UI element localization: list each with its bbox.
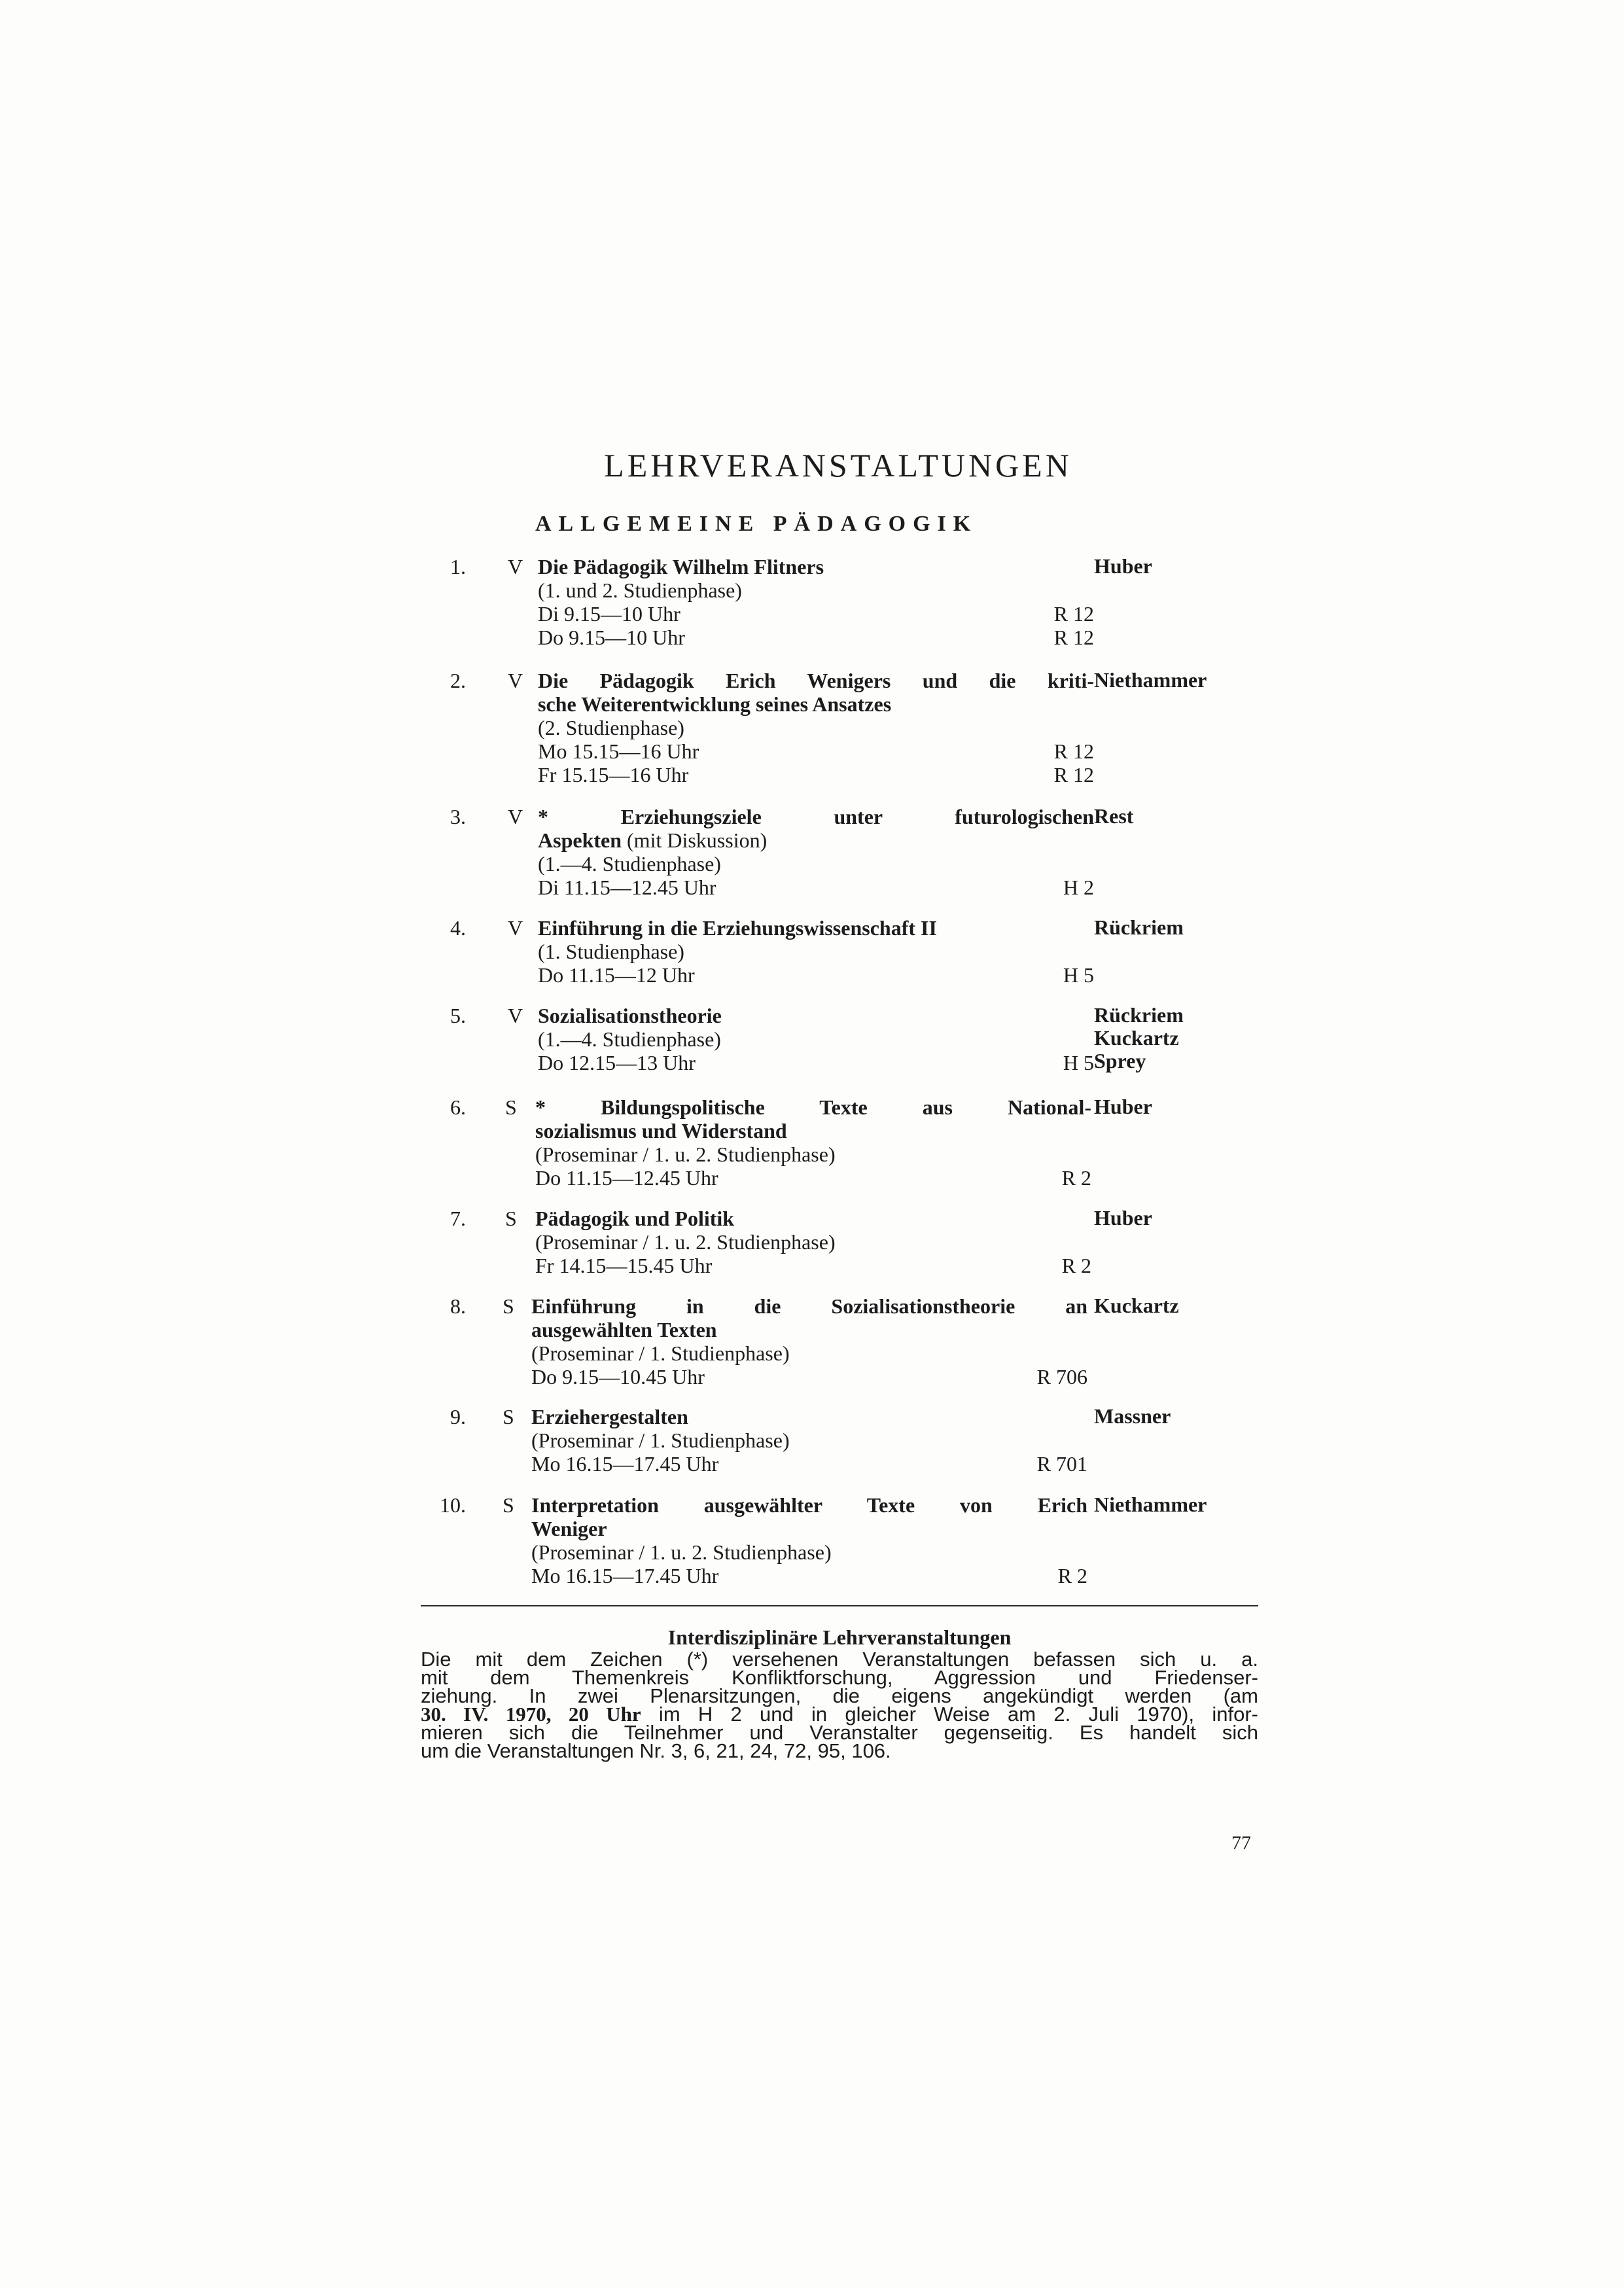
course-detail-text: Do 9.15—10.45 Uhr	[531, 1365, 705, 1389]
course-detail-line	[535, 1230, 1091, 1254]
course-title-text: sche Weiterentwicklung seines Ansatzes	[538, 692, 892, 716]
course-title-line	[531, 1405, 1087, 1428]
course-title-text: Interpretation ausgewählter Texte von Erich	[531, 1493, 1087, 1517]
course-title-line	[538, 805, 1094, 828]
course-title-line	[535, 1119, 1091, 1143]
course-title-text: Sozialisationstheorie	[538, 1004, 722, 1027]
course-detail-line	[538, 1027, 1094, 1051]
course-body	[535, 1207, 1091, 1277]
lecturer-name: Rückriem	[1094, 915, 1184, 939]
course-number: 3.	[450, 805, 466, 828]
course-title-line	[531, 1318, 1087, 1341]
course-number: 9.	[450, 1405, 466, 1428]
note-date-emphasis: 30. IV. 1970, 20 Uhr	[421, 1703, 641, 1726]
course-lecturers	[1094, 1207, 1152, 1230]
course-body	[538, 669, 1094, 787]
course-detail-text: Mo 16.15—17.45 Uhr	[531, 1564, 719, 1587]
course-type: S	[505, 1207, 517, 1230]
course-title-text: * Erziehungsziele unter futurologischen	[538, 805, 1094, 828]
course-body	[535, 1095, 1091, 1190]
course-detail-line	[531, 1341, 1087, 1365]
course-lecturers	[1094, 916, 1184, 939]
note-heading: Interdisziplinäre Lehrveranstaltungen	[667, 1625, 1012, 1649]
lecturer-name: Niethammer	[1094, 668, 1207, 692]
course-type: S	[503, 1493, 514, 1517]
course-title-text: Erziehergestalten	[531, 1405, 688, 1428]
course-body	[531, 1405, 1087, 1476]
course-room: H 5	[1063, 963, 1094, 987]
course-title-text: sozialismus und Widerstand	[535, 1119, 787, 1143]
course-body	[538, 1004, 1094, 1074]
course-lecturers	[1094, 669, 1207, 692]
course-detail-line	[538, 963, 1094, 987]
note-line: mit dem Themenkreis Konfliktforschung, Aggression und Friedenser-	[421, 1666, 1258, 1689]
course-detail-line	[538, 940, 1094, 963]
course-title-text: ausgewählten Texten	[531, 1318, 717, 1341]
lecturer-name: Rest	[1094, 804, 1134, 828]
course-detail-line	[538, 578, 1094, 602]
course-detail-line	[531, 1540, 1087, 1564]
course-number: 1.	[450, 555, 466, 578]
course-type: V	[508, 805, 523, 828]
note-line: um die Veranstaltungen Nr. 3, 6, 21, 24, 72, 95, 106.	[421, 1739, 891, 1762]
divider-rule	[421, 1605, 1258, 1606]
course-detail-text: (Proseminar / 1. Studienphase)	[531, 1341, 790, 1365]
course-detail-line	[538, 876, 1094, 899]
note-line: mieren sich die Teilnehmer und Veranstalter gegenseitig. Es handelt sich	[421, 1721, 1258, 1744]
course-title-line	[538, 669, 1094, 692]
course-type: V	[508, 669, 523, 692]
course-body	[531, 1493, 1087, 1587]
course-type: S	[503, 1405, 514, 1428]
course-title-line	[538, 916, 1094, 940]
lecturer-name: Huber	[1094, 554, 1152, 578]
course-detail-text: Fr 15.15—16 Uhr	[538, 763, 689, 787]
course-number: 2.	[450, 669, 466, 692]
course-lecturers	[1094, 1095, 1152, 1118]
course-room: R 12	[1053, 626, 1094, 649]
course-detail-line	[531, 1452, 1087, 1476]
course-number: 6.	[450, 1095, 466, 1119]
course-title-line	[538, 828, 1094, 852]
course-detail-text: Do 11.15—12.45 Uhr	[535, 1166, 718, 1190]
course-number: 5.	[450, 1004, 466, 1027]
course-title-line	[538, 692, 1094, 716]
course-title-line	[535, 1207, 1091, 1230]
page-title: LEHRVERANSTALTUNGEN	[604, 447, 1072, 484]
lecturer-name: Niethammer	[1094, 1493, 1207, 1516]
course-title-line	[538, 555, 1094, 578]
course-detail-text: Do 9.15—10 Uhr	[538, 626, 685, 649]
course-lecturers	[1094, 1405, 1171, 1428]
course-lecturers	[1094, 1004, 1184, 1073]
course-detail-text: (Proseminar / 1. u. 2. Studienphase)	[535, 1143, 836, 1166]
course-detail-line	[535, 1166, 1091, 1190]
course-detail-text: Mo 16.15—17.45 Uhr	[531, 1452, 719, 1476]
course-detail-line	[538, 716, 1094, 739]
course-title-suffix: (mit Diskussion)	[622, 828, 768, 852]
course-title-text: Pädagogik und Politik	[535, 1207, 735, 1230]
course-type: V	[508, 1004, 523, 1027]
course-detail-text: Do 12.15—13 Uhr	[538, 1051, 696, 1074]
course-lecturers	[1094, 1493, 1207, 1516]
course-body	[538, 805, 1094, 899]
course-room: R 706	[1036, 1365, 1087, 1389]
course-title-line	[531, 1517, 1087, 1540]
section-title: ALLGEMEINE PÄDAGOGIK	[535, 512, 978, 536]
page-number: 77	[1231, 1832, 1251, 1854]
course-detail-line	[538, 739, 1094, 763]
course-detail-text: (1. Studienphase)	[538, 940, 684, 963]
lecturer-name: Rückriem	[1094, 1003, 1184, 1027]
course-room: R 12	[1053, 739, 1094, 763]
course-detail-text: Di 11.15—12.45 Uhr	[538, 876, 716, 899]
lecturer-name: Huber	[1094, 1095, 1152, 1118]
course-room: H 2	[1063, 876, 1094, 899]
course-title-line	[531, 1493, 1087, 1517]
course-body	[538, 555, 1094, 649]
course-detail-text: (1.—4. Studienphase)	[538, 852, 721, 876]
course-detail-text: (Proseminar / 1. u. 2. Studienphase)	[531, 1540, 832, 1564]
course-type: V	[508, 555, 523, 578]
course-detail-text: (Proseminar / 1. Studienphase)	[531, 1428, 790, 1452]
course-detail-text: (1. und 2. Studienphase)	[538, 578, 742, 602]
course-lecturers	[1094, 805, 1133, 828]
course-number: 8.	[450, 1294, 466, 1318]
course-detail-line	[538, 763, 1094, 787]
course-room: H 5	[1063, 1051, 1094, 1074]
course-title-line	[538, 1004, 1094, 1027]
course-body	[538, 916, 1094, 987]
course-detail-text: (1.—4. Studienphase)	[538, 1027, 721, 1051]
course-body	[531, 1294, 1087, 1389]
note-line: Die mit dem Zeichen (*) versehenen Veranstaltungen befassen sich u. a.	[421, 1648, 1258, 1671]
lecturer-name: Sprey	[1094, 1049, 1146, 1073]
course-title-line	[535, 1095, 1091, 1119]
course-lecturers	[1094, 555, 1152, 578]
course-detail-text: Di 9.15—10 Uhr	[538, 602, 680, 626]
course-number: 10.	[440, 1493, 466, 1517]
note-paragraph	[421, 1650, 1258, 1760]
note-line: 30. IV. 1970, 20 Uhr im H 2 und in gleicher Weise am 2. Juli 1970), infor-	[421, 1703, 1259, 1726]
lecturer-name: Huber	[1094, 1206, 1152, 1230]
lecturer-name: Kuckartz	[1094, 1026, 1179, 1050]
course-room: R 12	[1053, 602, 1094, 626]
course-detail-line	[531, 1428, 1087, 1452]
course-detail-text: Fr 14.15—15.45 Uhr	[535, 1254, 713, 1277]
course-detail-line	[535, 1143, 1091, 1166]
course-title-text: Weniger	[531, 1517, 607, 1540]
course-lecturers	[1094, 1294, 1179, 1317]
course-detail-line	[531, 1365, 1087, 1389]
course-number: 7.	[450, 1207, 466, 1230]
course-detail-line	[531, 1564, 1087, 1587]
course-detail-line	[535, 1254, 1091, 1277]
course-room: R 2	[1061, 1166, 1091, 1190]
note-line: ziehung. In zwei Plenarsitzungen, die eigens angekündigt werden (am	[421, 1684, 1258, 1707]
course-detail-text: Do 11.15—12 Uhr	[538, 963, 695, 987]
course-title-text: Aspekten	[538, 828, 622, 852]
course-room: R 2	[1057, 1564, 1087, 1587]
lecturer-name: Massner	[1094, 1404, 1171, 1428]
course-detail-line	[538, 626, 1094, 649]
course-type: S	[505, 1095, 517, 1119]
course-detail-line	[538, 852, 1094, 876]
course-detail-line	[538, 602, 1094, 626]
course-detail-text: (Proseminar / 1. u. 2. Studienphase)	[535, 1230, 836, 1254]
course-detail-text: Mo 15.15—16 Uhr	[538, 739, 699, 763]
lecturer-name: Kuckartz	[1094, 1294, 1179, 1317]
course-title-text: * Bildungspolitische Texte aus National-	[535, 1095, 1091, 1119]
course-title-text: Die Pädagogik Wilhelm Flitners	[538, 555, 824, 578]
course-detail-line	[538, 1051, 1094, 1074]
course-detail-text: (2. Studienphase)	[538, 716, 684, 739]
course-title-line	[531, 1294, 1087, 1318]
course-room: R 12	[1053, 763, 1094, 787]
course-room: R 701	[1036, 1452, 1087, 1476]
course-room: R 2	[1061, 1254, 1091, 1277]
course-title-text: Einführung in die Sozialisationstheorie an	[531, 1294, 1087, 1318]
course-type: V	[508, 916, 523, 940]
course-type: S	[503, 1294, 514, 1318]
course-number: 4.	[450, 916, 466, 940]
course-title-text: Einführung in die Erziehungswissenschaft II	[538, 916, 937, 940]
course-title-text: Die Pädagogik Erich Wenigers und die kriti-	[538, 669, 1094, 692]
